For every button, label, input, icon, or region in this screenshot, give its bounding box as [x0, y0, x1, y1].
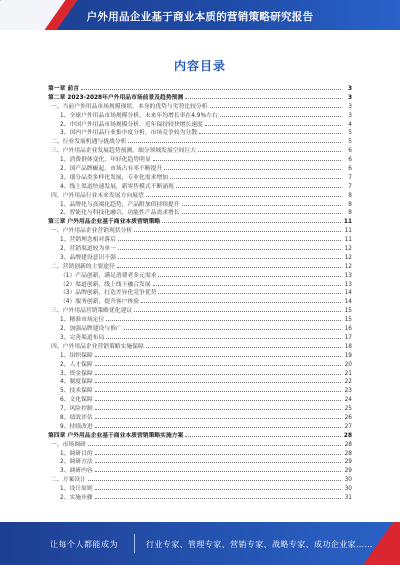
toc-page-number: 8 [348, 201, 352, 208]
report-title: 户外用品企业基于商业本质的营销策略研究报告 [86, 11, 314, 23]
toc-entry-title: 2、营销渠道较为单一 [60, 246, 116, 253]
toc-dot-leader [95, 377, 341, 383]
toc-page-number: 4 [348, 121, 352, 128]
page-footer-banner [0, 522, 400, 565]
toc-dot-leader [95, 413, 341, 419]
toc-dot-leader [95, 449, 341, 455]
toc-dot-leader [95, 466, 341, 472]
toc-entry-title: 第二章 2023-2028年户外用品市场前景及趋势预测 [48, 94, 184, 101]
toc-page-number: 19 [344, 352, 352, 359]
toc-entry[interactable] [48, 208, 352, 217]
toc-entry[interactable] [48, 253, 352, 262]
toc-entry-title: 第三章 户外用品企业基于商业本质营销策略 [48, 219, 161, 226]
toc-dot-leader [88, 440, 341, 446]
toc-dot-leader [153, 155, 341, 161]
toc-page-number: 16 [344, 326, 352, 333]
toc-dot-leader [95, 369, 341, 375]
toc-dot-leader [95, 351, 341, 357]
toc-page-number: 6 [348, 157, 352, 164]
toc-page-number: 8 [348, 210, 352, 217]
toc-entry[interactable] [48, 191, 352, 200]
toc-dot-leader [118, 253, 341, 259]
toc-dot-leader [88, 475, 341, 481]
toc-entry-title: 四、户外用品企业营销策略实施保障 [51, 343, 144, 350]
toc-entry[interactable] [48, 146, 352, 155]
toc-heading: 内容目录 [173, 59, 226, 73]
footer-slogan-right: 行业专家、管理专家、营销专家、战略专家、成功企业家…… [146, 540, 373, 549]
toc-dot-leader [146, 342, 341, 348]
toc-dot-leader [164, 164, 341, 170]
toc-entry-title: 1、设计原则 [60, 486, 93, 493]
toc-entry[interactable] [48, 84, 352, 93]
footer-divider [134, 534, 135, 553]
toc-entry[interactable] [48, 128, 352, 137]
toc-entry[interactable] [48, 271, 352, 280]
toc-dot-leader [134, 306, 341, 312]
toc-dot-leader [95, 404, 341, 410]
toc-entry-title: 5、技术保障 [60, 388, 93, 395]
toc-dot-leader [182, 200, 341, 206]
toc-entry-title: 3、国内户外用品行业集中度分析，市场竞争较为分散 [60, 130, 198, 137]
toc-entry[interactable] [48, 182, 352, 191]
toc-page-number: 29 [344, 468, 352, 475]
toc-entry[interactable] [48, 111, 352, 120]
toc-dot-leader [117, 262, 341, 268]
toc-page-number: 13 [344, 272, 352, 279]
toc-entry-title: （1）产品创新，满足消费者多元需求 [60, 272, 157, 279]
toc-page-number: 3 [347, 86, 352, 92]
toc-dot-leader [185, 93, 341, 99]
toc-entry-title: 3、完善渠道布局 [60, 334, 105, 341]
toc-dot-leader [158, 271, 341, 277]
toc-page-number: 27 [344, 423, 352, 430]
toc-dot-leader [95, 493, 341, 499]
toc-dot-leader [220, 111, 341, 117]
toc-entry[interactable] [48, 235, 352, 244]
toc-dot-leader [95, 360, 341, 366]
toc-entry[interactable] [48, 449, 352, 458]
toc-dot-leader [170, 173, 341, 179]
toc-page-number: 11 [344, 237, 352, 244]
toc-entry[interactable] [48, 431, 352, 440]
toc-entry[interactable] [48, 306, 352, 315]
toc-page-number: 11 [344, 228, 352, 235]
toc-dot-leader [95, 457, 341, 463]
toc-entry[interactable] [48, 413, 352, 422]
toc-entry-title: 1、营销理念相对落后 [60, 237, 116, 244]
toc-dot-leader [81, 84, 341, 90]
toc-entry-title: 三、户外用品企业发展趋势预测，细分领域发展空间巨大 [51, 148, 196, 155]
toc-dot-leader [124, 324, 341, 330]
toc-entry[interactable] [48, 262, 352, 271]
toc-page-number: 3 [347, 94, 352, 101]
toc-dot-leader [199, 128, 341, 134]
toc-entry[interactable] [48, 217, 352, 226]
toc-entry-title: 9、持续改进 [60, 423, 93, 430]
toc-page-number: 11 [343, 219, 352, 226]
toc-entry-title: 二、营销创新的主要途径 [51, 263, 115, 270]
toc-page-number: 7 [348, 174, 352, 181]
toc-dot-leader [134, 226, 341, 232]
toc-page-number: 29 [344, 459, 352, 466]
toc-entry-title: 二、行业发展机遇与挑战分析 [51, 139, 127, 146]
toc-entry-title: 2、国产品牌崛起，市场占有率不断提升 [60, 166, 163, 173]
toc-entry-title: 一、户外用品企业营销现状分析 [51, 228, 133, 235]
toc-entry-title: （4）服务创新，提升客户体验 [60, 299, 140, 306]
toc-page-number: 18 [344, 343, 352, 350]
toc-page-number: 28 [344, 441, 352, 448]
toc-page-number: 25 [344, 406, 352, 413]
toc-entry-title: 2、实施步骤 [60, 494, 93, 501]
toc-entry[interactable] [48, 333, 352, 342]
toc-entry-title: 3、调研内容 [60, 468, 93, 475]
toc-entry-title: 三、户外用品营销策略优化建议 [51, 308, 133, 315]
toc-entry[interactable] [48, 475, 352, 484]
toc-page-number: 15 [344, 317, 352, 324]
toc-entry[interactable] [48, 173, 352, 182]
toc-page-number: 12 [344, 263, 352, 270]
toc-entry-title: 四、户外用品行业未来发展方向展望 [51, 192, 144, 199]
toc-entry-title: 1、消费群体变化，年轻化趋势明显 [60, 157, 151, 164]
toc-entry[interactable] [48, 226, 352, 235]
toc-entry[interactable] [48, 164, 352, 173]
toc-entry[interactable] [48, 360, 352, 369]
toc-entry[interactable] [48, 102, 352, 111]
toc-entry-title: 1、调研目的 [60, 450, 93, 457]
toc-page-number: 28 [344, 450, 352, 457]
toc-page-number: 3 [348, 103, 352, 110]
toc-dot-leader [141, 297, 341, 303]
toc-entry-title: 第四章 户外用品企业基于商业本质营销策略实施方案 [48, 432, 184, 439]
toc-entry[interactable] [48, 288, 352, 297]
toc-page-number: 20 [344, 361, 352, 368]
toc-entry[interactable] [48, 386, 352, 395]
toc-page-number: 30 [344, 486, 352, 493]
toc-page-number: 7 [348, 183, 352, 190]
toc-dot-leader [146, 191, 341, 197]
toc-page-number: 12 [344, 254, 352, 261]
toc-dot-leader [106, 333, 341, 339]
toc-page-number: 23 [344, 388, 352, 395]
toc-dot-leader [95, 422, 341, 428]
toc-entry[interactable] [48, 351, 352, 360]
toc-entry-title: 2、中国户外用品市场规模分析，近年保持较快增长速度 [60, 121, 203, 128]
toc-entry[interactable] [48, 315, 352, 324]
toc-dot-leader [210, 102, 341, 108]
toc-entry-title: 1、品牌化与高端化趋势，产品附加值持续提升 [60, 201, 180, 208]
toc-dot-leader [95, 395, 341, 401]
toc-dot-leader [95, 484, 341, 490]
toc-entry[interactable] [48, 395, 352, 404]
toc-page-number: 26 [344, 414, 352, 421]
toc-entry-title: 1、精准市场定位 [60, 317, 105, 324]
toc-page-number: 6 [348, 166, 352, 173]
toc-entry-title: 二、方案设计 [51, 477, 86, 484]
toc-entry[interactable] [48, 484, 352, 493]
toc-page-number: 3 [348, 112, 352, 119]
toc-entry[interactable] [48, 200, 352, 209]
toc-dot-leader [205, 120, 341, 126]
toc-entry[interactable] [48, 342, 352, 351]
toc-entry[interactable] [48, 369, 352, 378]
toc-entry[interactable] [48, 457, 352, 466]
toc-dot-leader [106, 315, 341, 321]
toc-entry-title: 一、当前户外用品市场规模现状，本身的优势与劣势比较分析 [51, 103, 208, 110]
toc-entry-title: 4、线上渠道快速发展，新零售模式不断涌现 [60, 183, 174, 190]
toc-entry-title: 3、细分品类多样化发展，专业化需求增加 [60, 174, 169, 181]
toc-entry-title: 2、调研方法 [60, 459, 93, 466]
toc-dot-leader [176, 182, 341, 188]
toc-page-number: 31 [344, 494, 352, 501]
toc-page-number: 30 [344, 477, 352, 484]
toc-page-number: 17 [344, 334, 352, 341]
toc-entry[interactable] [48, 493, 352, 502]
toc-dot-leader [185, 431, 341, 437]
toc-page-number: 14 [344, 290, 352, 297]
toc-entry-title: 8、绩效评估 [60, 414, 93, 421]
toc-entry-title: 一、市场调研 [51, 441, 86, 448]
toc-page-number: 24 [344, 397, 352, 404]
toc-dot-leader [198, 146, 341, 152]
toc-page-number: 6 [348, 148, 352, 155]
toc-entry[interactable] [48, 137, 352, 146]
toc-dot-leader [158, 288, 341, 294]
toc-page-number: 5 [348, 130, 352, 137]
toc-entry[interactable] [48, 377, 352, 386]
toc-entry[interactable] [48, 155, 352, 164]
toc-entry-title: 7、风险控制 [60, 406, 93, 413]
toc-page-number: 14 [344, 299, 352, 306]
toc-entry[interactable] [48, 422, 352, 431]
toc-page-number: 21 [344, 370, 352, 377]
toc-entry-title: 1、全球户外用品市场规模分析，未来年均增长率在4.9%左右 [60, 112, 218, 119]
toc-entry[interactable] [48, 466, 352, 475]
toc-dot-leader [153, 280, 341, 286]
page-header-banner [0, 0, 400, 30]
toc-entry-title: 4、制度保障 [60, 379, 93, 386]
toc-entry-title: （3）品牌创新，打造差异化竞争优势 [60, 290, 157, 297]
toc-entry[interactable] [48, 93, 352, 102]
toc-dot-leader [95, 386, 341, 392]
toc-entry-title: （2）渠道创新，线上线下融合发展 [60, 281, 151, 288]
toc-entry-title: 2、人才保障 [60, 361, 93, 368]
toc-entry-title: 1、组织保障 [60, 352, 93, 359]
toc-dot-leader [118, 235, 341, 241]
table-of-contents [48, 84, 352, 502]
toc-page-number: 15 [344, 308, 352, 315]
toc-entry[interactable] [48, 440, 352, 449]
toc-entry-title: 6、文化保障 [60, 397, 93, 404]
toc-page-number: 5 [348, 139, 352, 146]
toc-entry[interactable] [48, 120, 352, 129]
footer-slogan-left: 让每个人都能成为 [50, 540, 118, 549]
toc-page-number: 22 [344, 379, 352, 386]
toc-entry[interactable] [48, 280, 352, 289]
toc-entry-title: 2、智能化与科技化融合，功能性产品需求增长 [60, 210, 180, 217]
toc-entry-title: 2、加强品牌建设与推广 [60, 326, 122, 333]
toc-dot-leader [128, 137, 341, 143]
toc-entry[interactable] [48, 404, 352, 413]
toc-entry[interactable] [48, 244, 352, 253]
toc-page-number: 28 [343, 432, 352, 439]
toc-dot-leader [162, 217, 341, 223]
toc-page-number: 8 [348, 192, 352, 199]
toc-dot-leader [118, 244, 341, 250]
toc-entry[interactable] [48, 297, 352, 306]
toc-page-number: 13 [344, 281, 352, 288]
toc-entry-title: 3、品牌建设意识不强 [60, 254, 116, 261]
toc-entry[interactable] [48, 324, 352, 333]
toc-dot-leader [182, 208, 341, 214]
toc-entry-title: 第一章 前言 [48, 86, 80, 92]
toc-entry-title: 3、资金保障 [60, 370, 93, 377]
toc-page-number: 12 [344, 246, 352, 253]
